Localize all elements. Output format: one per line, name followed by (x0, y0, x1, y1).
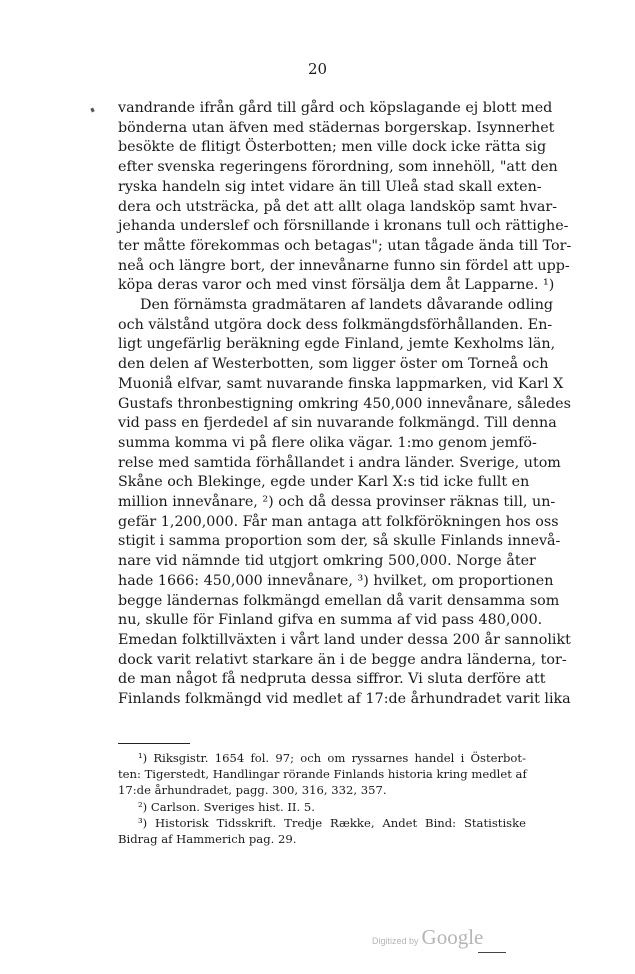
body-line: och välstånd utgöra dock dess folkmängdsförhållanden. En- (118, 316, 553, 333)
body-line: gefär 1,200,000. Får man antaga att folkförökningen hos oss (118, 513, 559, 530)
body-line: vandrande ifrån gård till gård och köpslagande ej blott med (118, 100, 553, 116)
body-line: million innevånare, ²) och då dessa provinser räknas till, un- (118, 494, 556, 511)
body-line: Emedan folktillväxten i vårt land under dessa 200 år sannolikt (118, 631, 571, 648)
body-line: nu, skulle för Finland gifva en summa af vid pass 480,000. (118, 612, 543, 629)
body-line: ligt ungefärlig beräkning egde Finland, jemte Kexholms län, (118, 336, 556, 353)
body-line: dera och utsträcka, på det att allt olaga landsköp samt hvar- (118, 198, 558, 215)
body-line: summa komma vi på flere olika vägar. 1:mo genom jemfö- (118, 434, 537, 451)
body-line: hade 1666: 450,000 innevånare, ³) hvilket, om proportionen (118, 572, 554, 589)
body-line: ter måtte förekommas och betagas"; utan tågade ända till Tor- (118, 237, 572, 254)
footnotes (118, 750, 526, 847)
body-line: jehanda underslef och försnillande i kronans tull och rättighe- (118, 218, 569, 235)
body-line: Gustafs thronbestigning omkring 450,000 innevånare, således (118, 395, 571, 412)
body-line: dock varit relativt starkare än i de begge andra länderna, tor- (118, 651, 567, 668)
body-line: nare vid nämnde tid utgjort omkring 500,000. Norge åter (118, 553, 536, 570)
body-line: Den förnämsta gradmätaren af landets dåvarande odling (140, 297, 554, 314)
footnote-rule (118, 743, 190, 744)
footnote-line: ²) Carlson. Sveriges hist. II. 5. (138, 799, 315, 814)
google-logo-icon: Google (421, 925, 484, 949)
body-line: den delen af Westerbotten, som ligger öster om Torneå och (118, 356, 549, 373)
body-line: ryska handeln sig intet vidare än till Uleå stad skall exten- (118, 178, 542, 195)
body-line: besökte de flitigt Österbotten; men ville dock icke rätta sig (118, 139, 547, 156)
body-line: vid pass en fjerdedel af sin nuvarande folkmängd. Till denna (118, 415, 557, 432)
digitized-watermark (372, 925, 483, 950)
body-line: stigit i samma proportion som der, så skulle Finlands innevå- (118, 533, 561, 550)
body-line: neå och längre bort, der innevånarne funno sin fördel att upp- (118, 257, 570, 274)
bottom-mark (478, 952, 506, 953)
body-line: bönderna utan äfven med städernas borgerskap. Isynnerhet (118, 119, 555, 136)
margin-tick-mark (90, 108, 94, 113)
body-text (118, 99, 572, 710)
body-line: de man något få nedpruta dessa siffror. Vi sluta derföre att (118, 671, 546, 688)
body-line: Finlands folkmängd vid medlet af 17:de århundradet varit lika (118, 691, 571, 708)
footnote-line: ³) Historisk Tidsskrift. Tredje Række, Andet Bind: Statistiske (138, 815, 526, 830)
watermark-prefix: Digitized by (372, 936, 419, 946)
page-number: 20 (307, 60, 328, 78)
footnote-line: ten: Tigerstedt, Handlingar rörande Finlands historia kring medlet af (118, 767, 527, 782)
body-line: Skåne och Blekinge, egde under Karl X:s tid icke fullt en (118, 474, 530, 491)
footnote-line: ¹) Riksgistr. 1654 fol. 97; och om ryssarnes handel i Österbot- (138, 751, 526, 765)
body-line: efter svenska regeringens förordning, som innehöll, "att den (118, 159, 558, 176)
body-line: begge ländernas folkmängd emellan då varit densamma som (118, 592, 560, 609)
footnote-line: 17:de århundradet, pagg. 300, 316, 332, 357. (118, 783, 387, 798)
body-line: relse med samtida förhållandet i andra länder. Sverige, utom (118, 454, 561, 471)
footnote-line: Bidrag af Hammerich pag. 29. (118, 832, 297, 847)
body-line: Muoniå elfvar, samt nuvarande finska lappmarken, vid Karl X (118, 375, 564, 392)
body-line: köpa deras varor och med vinst försälja dem åt Lapparne. ¹) (118, 277, 555, 294)
